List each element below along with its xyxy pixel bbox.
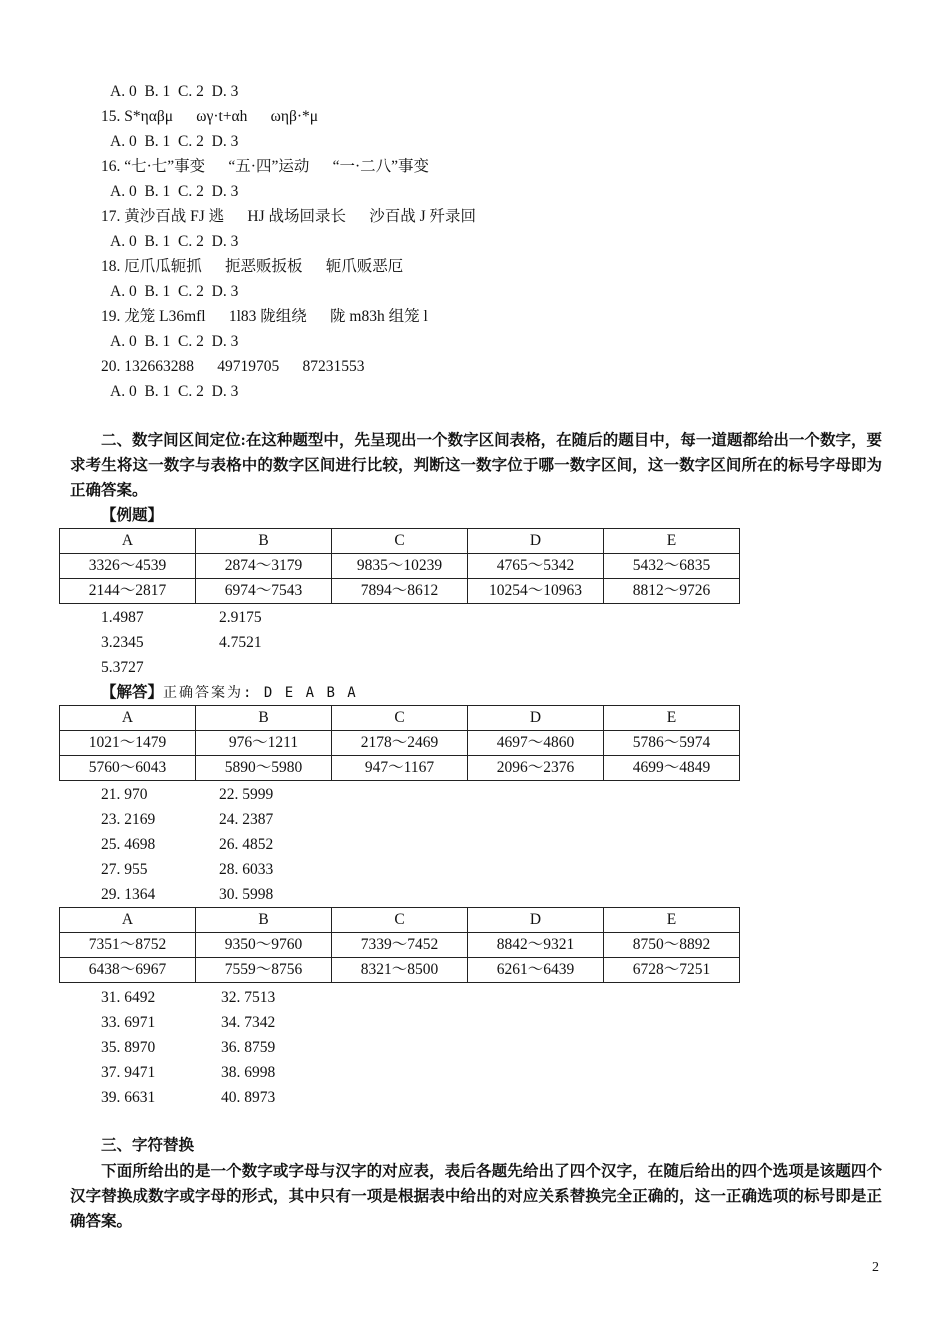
answer-text: 正确答案为: D E A B A — [163, 685, 358, 701]
range-cell: 5786～5974 — [604, 731, 740, 756]
range-cell: 5760～6043 — [60, 756, 196, 781]
range-cell: 6974～7543 — [196, 579, 332, 604]
header-cell: C — [332, 706, 468, 731]
question-item: 29. 1364 — [101, 886, 156, 903]
table-row — [60, 756, 740, 781]
options-line: A. 0 B. 1 C. 2 D. 3 — [110, 183, 239, 200]
range-cell: 4699～4849 — [604, 756, 740, 781]
question-item: 28. 6033 — [219, 861, 274, 878]
question-item: 32. 7513 — [221, 989, 276, 1006]
header-cell: E — [604, 529, 740, 554]
options-line: A. 0 B. 1 C. 2 D. 3 — [110, 233, 239, 250]
range-cell: 976～1211 — [196, 731, 332, 756]
range-cell: 4765～5342 — [468, 554, 604, 579]
header-cell: B — [196, 908, 332, 933]
answer-label: 【解答】 — [101, 684, 164, 701]
range-cell: 2178～2469 — [332, 731, 468, 756]
section-2-text: 二、数字间区间定位:在这种题型中，先呈现出一个数字区间表格，在随后的题目中，每一道题都给出一个数字，要求考生将这一数字与表格中的数字区间进行比较，判断这一数字位于哪一数字区间，这一数字区间所在的标号字母即为正确答案。 — [70, 432, 882, 499]
question-item: 22. 5999 — [219, 786, 274, 803]
question-item: 39. 6631 — [101, 1089, 156, 1106]
section-3-text: 下面所给出的是一个数字或字母与汉字的对应表，表后各题先给出了四个汉字，在随后给出的四个选项是该题四个汉字替换成数字或字母的形式，其中只有一项是根据表中给出的对应关系替换完全正确的，这一正确选项的标号即是正确答案。 — [70, 1163, 882, 1230]
range-cell: 7559～8756 — [196, 958, 332, 983]
header-cell: D — [468, 529, 604, 554]
range-cell: 6261～6439 — [468, 958, 604, 983]
question-item: 35. 8970 — [101, 1039, 156, 1056]
question-item: 26. 4852 — [219, 836, 274, 853]
table-header-row — [60, 706, 740, 731]
range-cell: 6438～6967 — [60, 958, 196, 983]
question-18: 18. 厄爪瓜轭抓 扼恶贩扳板 轭爪贩恶厄 — [101, 258, 404, 275]
question-16: 16. “七·七”事变 “五·四”运动 “一·二八”事变 — [101, 158, 430, 175]
range-cell: 8842～9321 — [468, 933, 604, 958]
range-cell: 8812～9726 — [604, 579, 740, 604]
range-cell: 9835～10239 — [332, 554, 468, 579]
range-cell: 6728～7251 — [604, 958, 740, 983]
question-item: 25. 4698 — [101, 836, 156, 853]
range-cell: 7339～7452 — [332, 933, 468, 958]
options-line: A. 0 B. 1 C. 2 D. 3 — [110, 283, 239, 300]
range-table-2 — [59, 705, 740, 781]
header-cell: A — [60, 529, 196, 554]
range-cell: 8321～8500 — [332, 958, 468, 983]
section-3-title: 三、字符替换 — [101, 1137, 195, 1154]
question-item: 37. 9471 — [101, 1064, 156, 1081]
example-item: 5.3727 — [101, 659, 144, 676]
header-cell: E — [604, 706, 740, 731]
question-20: 20. 132663288 49719705 87231553 — [101, 358, 365, 375]
header-cell: D — [468, 706, 604, 731]
question-15: 15. S*ηαβμ ωγ·t+αh ωηβ·*μ — [101, 108, 319, 125]
question-item: 30. 5998 — [219, 886, 274, 903]
range-cell: 2144～2817 — [60, 579, 196, 604]
range-cell: 8750～8892 — [604, 933, 740, 958]
example-item: 2.9175 — [219, 609, 262, 626]
question-item: 23. 2169 — [101, 811, 156, 828]
range-cell: 9350～9760 — [196, 933, 332, 958]
range-cell: 7894～8612 — [332, 579, 468, 604]
range-cell: 1021～1479 — [60, 731, 196, 756]
range-cell: 5890～5980 — [196, 756, 332, 781]
header-cell: E — [604, 908, 740, 933]
section-3-intro — [70, 1159, 882, 1234]
question-item: 31. 6492 — [101, 989, 156, 1006]
question-item: 38. 6998 — [221, 1064, 276, 1081]
range-cell: 3326～4539 — [60, 554, 196, 579]
example-table — [59, 528, 740, 604]
question-item: 33. 6971 — [101, 1014, 156, 1031]
header-cell: C — [332, 908, 468, 933]
header-cell: A — [60, 706, 196, 731]
example-item: 3.2345 — [101, 634, 144, 651]
header-cell: B — [196, 706, 332, 731]
question-item: 24. 2387 — [219, 811, 274, 828]
table-row — [60, 554, 740, 579]
header-cell: B — [196, 529, 332, 554]
table-row — [60, 579, 740, 604]
question-19: 19. 龙笼 L36mfl 1l83 陇组绕 陇 m83h 组笼 l — [101, 308, 428, 325]
range-cell: 10254～10963 — [468, 579, 604, 604]
header-cell: A — [60, 908, 196, 933]
range-cell: 7351～8752 — [60, 933, 196, 958]
table-header-row — [60, 529, 740, 554]
range-cell: 2096～2376 — [468, 756, 604, 781]
table-row — [60, 958, 740, 983]
range-cell: 4697～4860 — [468, 731, 604, 756]
options-line: A. 0 B. 1 C. 2 D. 3 — [110, 333, 239, 350]
answer-line — [101, 683, 358, 703]
page-number: 2 — [872, 1260, 879, 1275]
table-header-row — [60, 908, 740, 933]
question-item: 27. 955 — [101, 861, 148, 878]
question-item: 34. 7342 — [221, 1014, 276, 1031]
example-item: 4.7521 — [219, 634, 262, 651]
options-line: A. 0 B. 1 C. 2 D. 3 — [110, 133, 239, 150]
range-cell: 5432～6835 — [604, 554, 740, 579]
range-table-3 — [59, 907, 740, 983]
header-cell: C — [332, 529, 468, 554]
range-cell: 2874～3179 — [196, 554, 332, 579]
question-item: 36. 8759 — [221, 1039, 276, 1056]
options-line: A. 0 B. 1 C. 2 D. 3 — [110, 383, 239, 400]
options-line: A. 0 B. 1 C. 2 D. 3 — [110, 83, 239, 100]
table-row — [60, 731, 740, 756]
header-cell: D — [468, 908, 604, 933]
question-item: 21. 970 — [101, 786, 148, 803]
question-item: 40. 8973 — [221, 1089, 276, 1106]
example-item: 1.4987 — [101, 609, 144, 626]
range-cell: 947～1167 — [332, 756, 468, 781]
question-17: 17. 黄沙百战 FJ 逃 HJ 战场回录长 沙百战 J 歼录回 — [101, 208, 477, 225]
example-label: 【例题】 — [101, 507, 164, 524]
section-2-intro — [70, 428, 882, 503]
table-row — [60, 933, 740, 958]
